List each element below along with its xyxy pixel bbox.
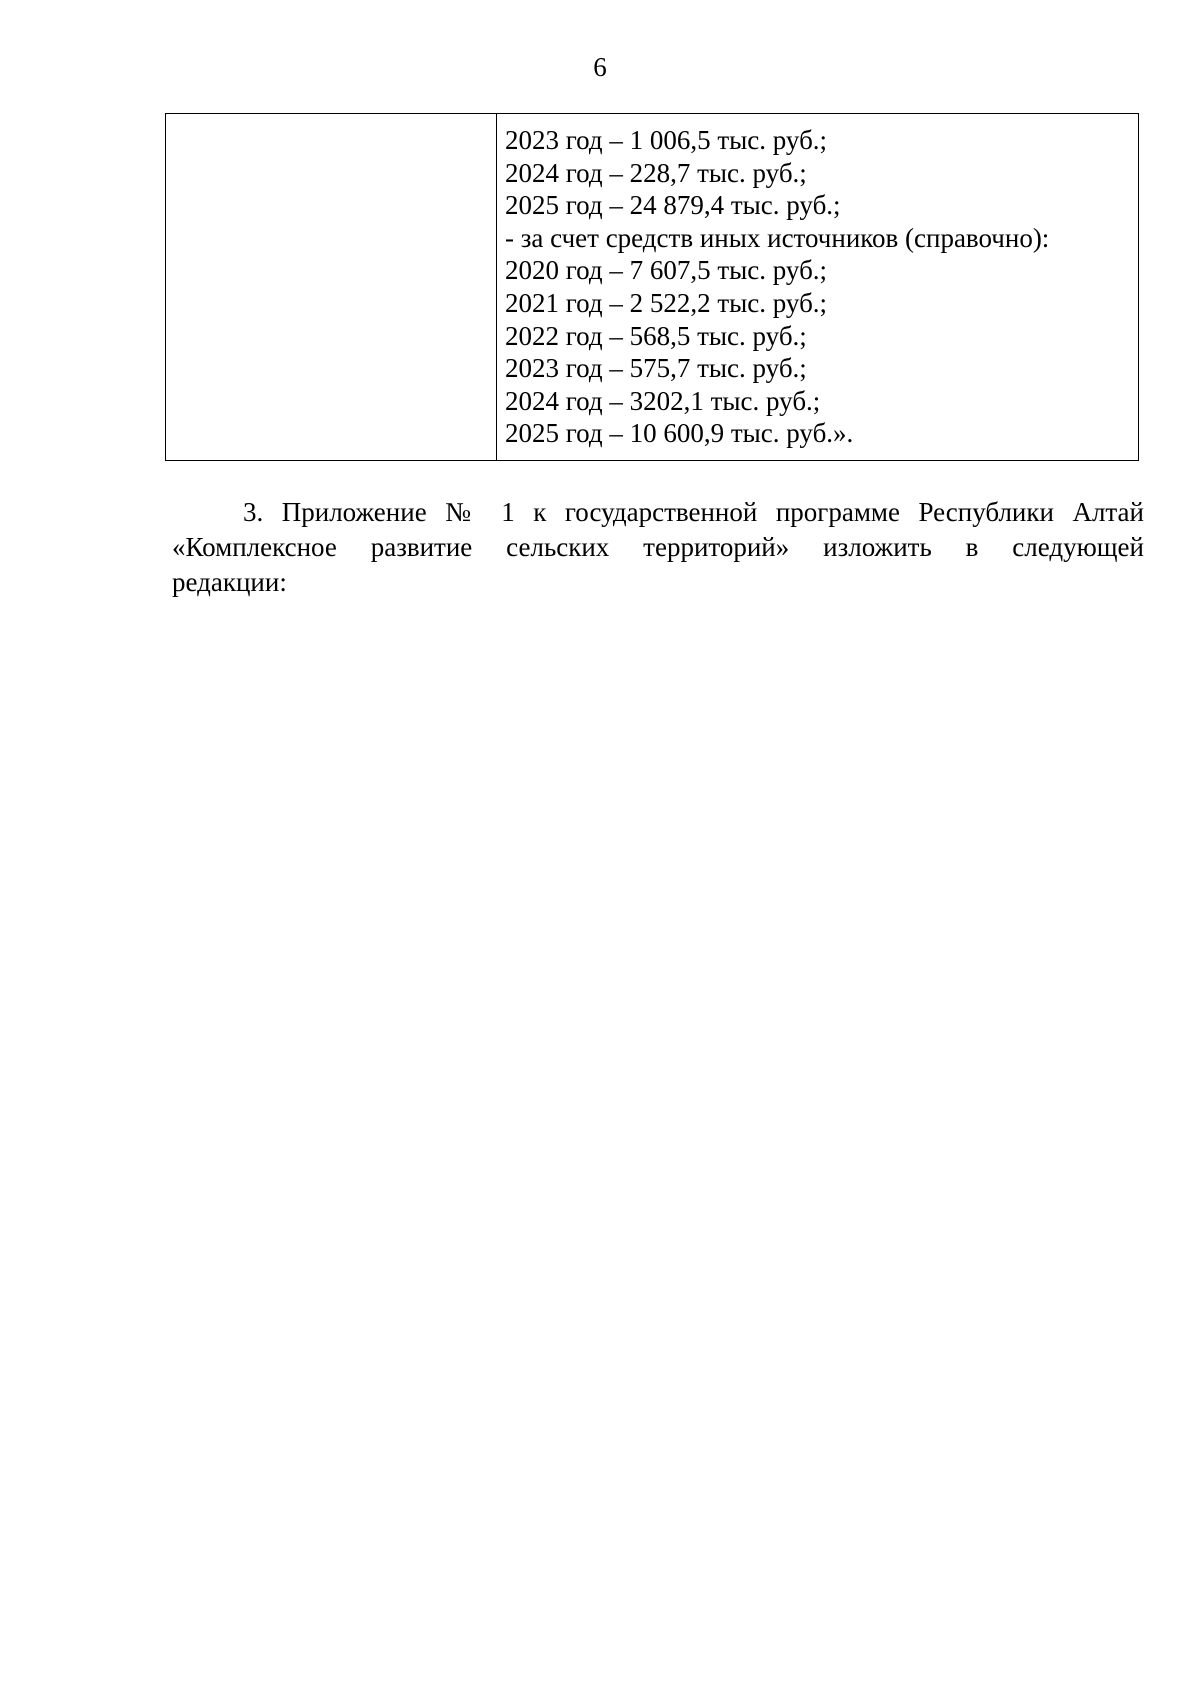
table-line: 2021 год – 2 522,2 тыс. руб.;: [505, 287, 828, 318]
table-line: 2024 год – 3202,1 тыс. руб.;: [505, 385, 821, 416]
data-table: [165, 113, 1139, 461]
table-cell-left: [166, 114, 497, 460]
body-paragraph-line-1: 3. Приложение № 1 к государственной программе Республики Алтай: [243, 497, 1144, 527]
table-line: 2025 год – 24 879,4 тыс. руб.;: [505, 190, 841, 221]
body-paragraph-line-3: редакции:: [172, 567, 287, 597]
table-line: 2023 год – 1 006,5 тыс. руб.;: [505, 125, 828, 155]
table-cell-right: [497, 114, 1138, 460]
table-line: 2024 год – 228,7 тыс. руб.;: [505, 157, 807, 188]
page-number: 6: [593, 52, 607, 82]
table-line: 2020 год – 7 607,5 тыс. руб.;: [505, 255, 828, 286]
table-line: 2023 год – 575,7 тыс. руб.;: [505, 353, 807, 384]
table-line: 2022 год – 568,5 тыс. руб.;: [505, 320, 807, 351]
table-line: - за счет средств иных источников (справочно):: [505, 222, 1050, 253]
table-line: 2025 год – 10 600,9 тыс. руб.».: [505, 418, 854, 449]
body-paragraph-line-2: «Комплексное развитие сельских территорий» изложить в следующей: [172, 532, 1144, 562]
